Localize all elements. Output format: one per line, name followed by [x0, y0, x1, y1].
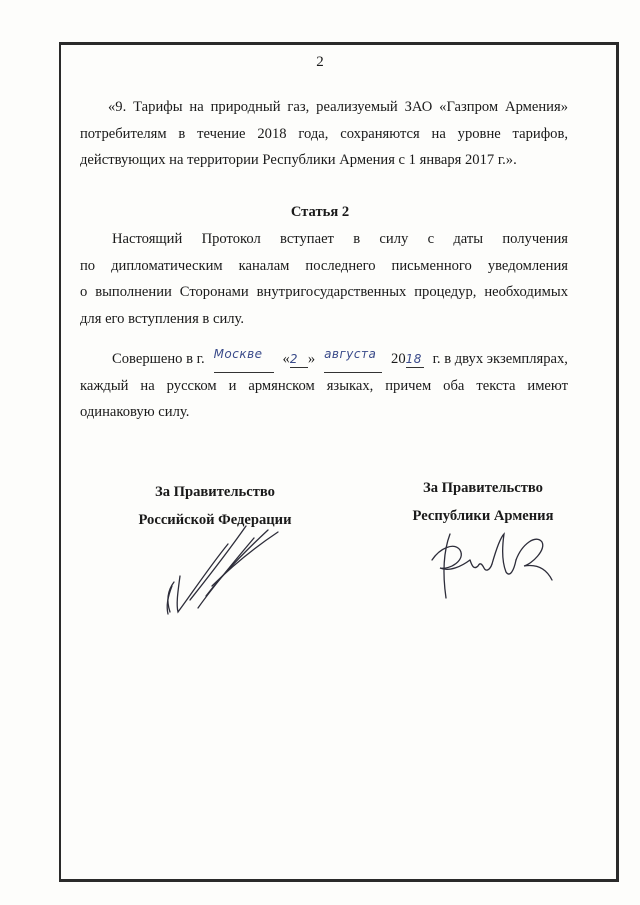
signatory-left-line2: Российской Федерации	[138, 512, 292, 528]
signatory-right-line2: Республики Армения	[412, 508, 554, 524]
signature-left	[150, 516, 290, 620]
handwritten-month: августа	[324, 346, 382, 373]
paragraph-line: одинаковую силу.	[80, 404, 190, 420]
signing-prefix: Совершено в г.	[112, 351, 205, 367]
date-day: «2 »	[282, 351, 316, 367]
article-title: Статья 2	[290, 204, 350, 220]
paragraph-9	[80, 94, 568, 174]
signature-right	[420, 520, 570, 604]
paragraph-line: о выполнении Сторонами внутригосударственных процедур, необходимых	[80, 284, 568, 300]
signing-line-1	[80, 346, 568, 373]
signing-suffix: г. в двух экземплярах,	[432, 351, 568, 367]
signatory-left-line1: За Правительство	[155, 484, 275, 500]
paragraph-line: действующих на территории Республики Армения с 1 января 2017 г.».	[80, 152, 517, 168]
paragraph-line: для его вступления в силу.	[80, 310, 245, 327]
paragraph-line: Настоящий Протокол вступает в силу с даты получения	[112, 231, 568, 247]
handwritten-day: 2	[290, 351, 308, 368]
handwritten-year: 18	[405, 352, 422, 366]
date-year: 2018	[391, 351, 422, 367]
paragraph-line: каждый на русском и армянском языках, причем оба текста имеют	[80, 377, 568, 394]
handwritten-city: Москве	[214, 346, 274, 373]
signatory-right-line1: За Правительство	[423, 480, 543, 496]
paragraph-line: по дипломатическим каналам последнего письменного уведомления	[80, 257, 568, 274]
article-2-body	[80, 226, 568, 332]
signing-paragraph	[80, 346, 568, 426]
page-number: 2	[316, 54, 324, 70]
paragraph-line: «9. Тарифы на природный газ, реализуемый ЗАО «Газпром Армения»	[108, 99, 568, 115]
paragraph-line: потребителям в течение 2018 года, сохраняются на уровне тарифов,	[80, 125, 568, 142]
